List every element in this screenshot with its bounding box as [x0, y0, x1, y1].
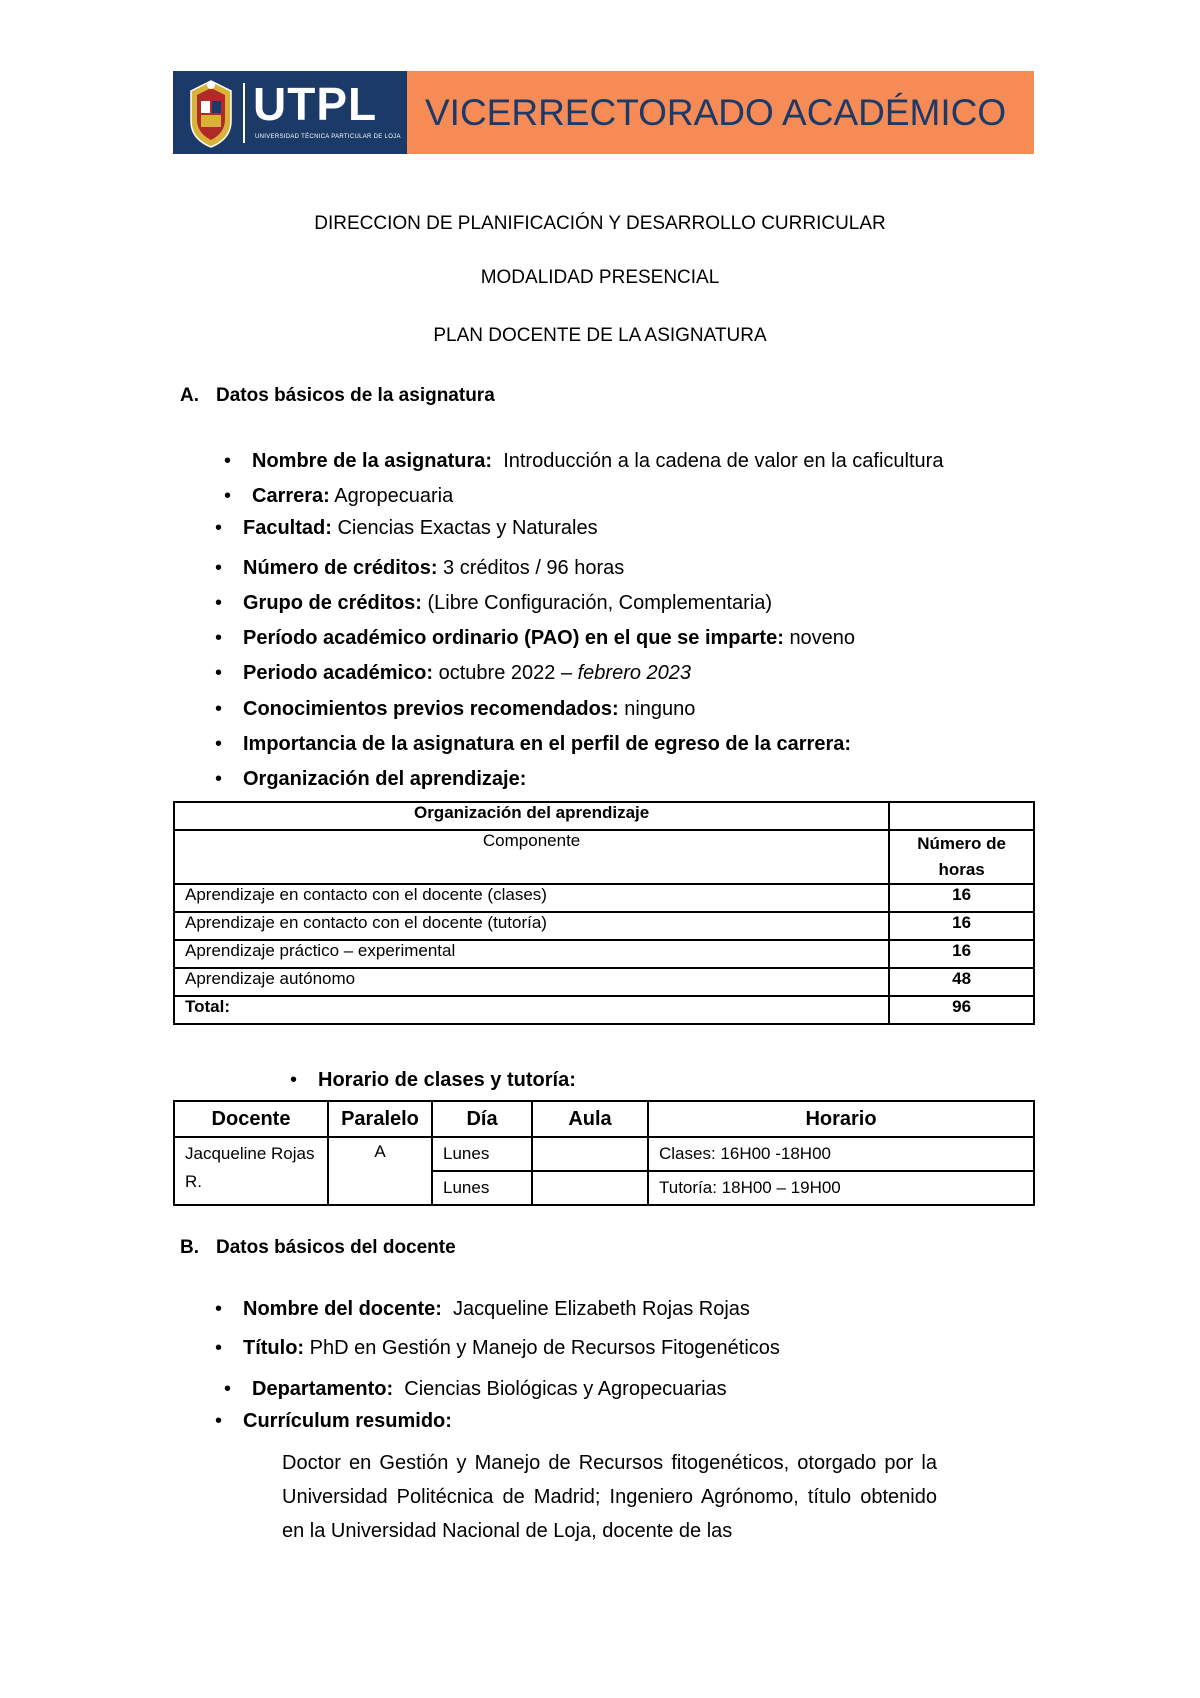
- org-component-cell: Aprendizaje en contacto con el docente (clases): [174, 884, 889, 912]
- banner-title-box: [407, 71, 1034, 154]
- title-modalidad: MODALIDAD PRESENCIAL: [480, 267, 720, 288]
- bullet-icon: •: [215, 733, 223, 755]
- organization-table: [173, 801, 1035, 1025]
- schedule-header-horario: Horario: [648, 1101, 1034, 1137]
- schedule-dia-cell: Lunes: [432, 1137, 532, 1171]
- org-table-empty-cell: [889, 802, 1034, 830]
- list-item: • Facultad: Ciencias Exactas y Naturales: [215, 517, 598, 539]
- list-item: • Nombre de la asignatura: Introducción a la cadena de valor en la caficultura: [224, 450, 944, 472]
- schedule-header-paralelo: Paralelo: [328, 1101, 432, 1137]
- list-item: • Importancia de la asignatura en el perfil de egreso de la carrera:: [215, 733, 852, 755]
- schedule-bullet: • Horario de clases y tutoría:: [290, 1069, 576, 1091]
- schedule-header-docente: Docente: [174, 1101, 328, 1137]
- schedule-horario-cell: Clases: 16H00 -18H00: [648, 1137, 1034, 1171]
- table-row: [174, 1137, 1034, 1171]
- section-a-heading: [180, 385, 495, 407]
- schedule-header-aula: Aula: [532, 1101, 648, 1137]
- table-row: [174, 968, 1034, 996]
- section-b-letter: B.: [180, 1237, 199, 1258]
- org-hours-cell: 16: [889, 912, 1034, 940]
- bullet-icon: •: [215, 592, 223, 614]
- org-component-cell: Aprendizaje autónomo: [174, 968, 889, 996]
- schedule-dia-cell: Lunes: [432, 1171, 532, 1205]
- schedule-table: [173, 1100, 1035, 1206]
- bullet-icon: •: [215, 698, 223, 720]
- bullet-icon: •: [215, 627, 223, 649]
- bullet-icon: •: [224, 1378, 232, 1400]
- list-item: • Departamento: Ciencias Biológicas y Agropecuarias: [224, 1378, 727, 1400]
- bullet-icon: •: [224, 485, 232, 507]
- logo-subtitle: UNIVERSIDAD TÉCNICA PARTICULAR DE LOJA: [255, 134, 401, 140]
- schedule-docente-cell: Jacqueline Rojas R.: [174, 1137, 328, 1205]
- list-item: • Período académico ordinario (PAO) en el que se imparte: noveno: [215, 627, 856, 649]
- curriculum-paragraph: Doctor en Gestión y Manejo de Recursos fitogenéticos, otorgado por la Universidad Politécnica de Madrid; Ingeniero Agrónomo, título obtenido en la Universidad Nacional de Loja, docente de las: [282, 1452, 937, 1542]
- list-item: • Periodo académico: octubre 2022 – febrero 2023: [215, 662, 692, 684]
- bullet-icon: •: [215, 1410, 223, 1432]
- bullet-icon: •: [215, 1298, 223, 1320]
- utpl-logo: [173, 71, 407, 154]
- table-row: [174, 940, 1034, 968]
- org-total-hours: 96: [889, 996, 1034, 1024]
- list-item: • Grupo de créditos: (Libre Configuración, Complementaria): [215, 592, 773, 614]
- list-item: • Carrera: Agropecuaria: [224, 485, 454, 507]
- schedule-header-dia: Día: [432, 1101, 532, 1137]
- list-item: • Organización del aprendizaje:: [215, 768, 527, 790]
- section-b-heading: [180, 1237, 456, 1259]
- schedule-aula-cell: [532, 1137, 648, 1171]
- bullet-icon: •: [224, 450, 232, 472]
- bullet-icon: •: [290, 1069, 298, 1091]
- section-b-title: Datos básicos del docente: [216, 1237, 456, 1258]
- logo-text: UTPL: [253, 78, 378, 130]
- org-total-label: Total:: [174, 996, 889, 1024]
- bullet-icon: •: [215, 768, 223, 790]
- logo-divider: [243, 83, 245, 143]
- org-table-title: Organización del aprendizaje: [174, 802, 889, 830]
- bullet-icon: •: [215, 517, 223, 539]
- table-row: [174, 996, 1034, 1024]
- org-col-hours: Número de horas: [889, 830, 1034, 884]
- section-a-letter: A.: [180, 385, 199, 406]
- bullet-icon: •: [215, 557, 223, 579]
- org-component-cell: Aprendizaje en contacto con el docente (tutoría): [174, 912, 889, 940]
- list-item: • Título: PhD en Gestión y Manejo de Recursos Fitogenéticos: [215, 1337, 780, 1359]
- org-hours-cell: 16: [889, 940, 1034, 968]
- header-banner: [173, 71, 1034, 154]
- list-item: • Conocimientos previos recomendados: ninguno: [215, 698, 696, 720]
- university-crest-icon: [183, 77, 239, 149]
- schedule-paralelo-cell: A: [328, 1137, 432, 1205]
- list-item: • Currículum resumido:: [215, 1410, 452, 1432]
- list-item: • Número de créditos: 3 créditos / 96 horas: [215, 557, 625, 579]
- table-row: [174, 884, 1034, 912]
- section-a-title: Datos básicos de la asignatura: [216, 385, 495, 406]
- org-col-component: Componente: [174, 830, 889, 884]
- schedule-aula-cell: [532, 1171, 648, 1205]
- org-hours-cell: 16: [889, 884, 1034, 912]
- schedule-horario-cell: Tutoría: 18H00 – 19H00: [648, 1171, 1034, 1205]
- table-row: [174, 912, 1034, 940]
- bullet-icon: •: [215, 662, 223, 684]
- org-component-cell: Aprendizaje práctico – experimental: [174, 940, 889, 968]
- list-item: • Nombre del docente: Jacqueline Elizabeth Rojas Rojas: [215, 1298, 750, 1320]
- title-direccion: DIRECCION DE PLANIFICACIÓN Y DESARROLLO CURRICULAR: [314, 213, 886, 234]
- title-plan: PLAN DOCENTE DE LA ASIGNATURA: [433, 325, 767, 346]
- bullet-icon: •: [215, 1337, 223, 1359]
- banner-title: VICERRECTORADO ACADÉMICO: [425, 92, 1007, 133]
- org-hours-cell: 48: [889, 968, 1034, 996]
